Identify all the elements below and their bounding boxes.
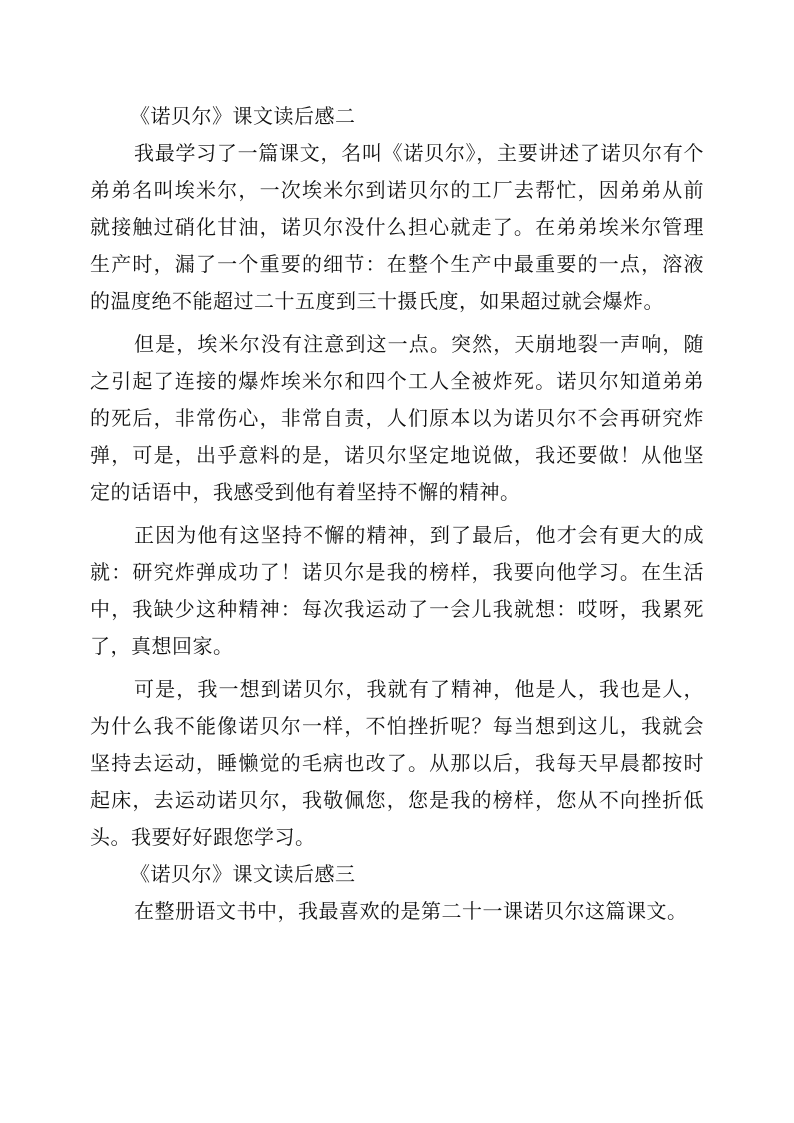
section-title: 《诺贝尔》课文读后感二 [130,104,356,128]
section-title: 《诺贝尔》课文读后感三 [130,862,356,886]
document-body [90,98,704,930]
paragraph: 正因为他有这坚持不懈的精神，到了最后，他才会有更大的成就：研究炸弹成功了！诺贝尔是我的榜样，我要向他学习。在生活中，我缺少这种精神：每次我运动了一会儿我就想：哎呀，我累死了，真想回家。 [90,523,704,658]
paragraph: 但是，埃米尔没有注意到这一点。突然，天崩地裂一声响，随之引起了连接的爆炸埃米尔和四个工人全被炸死。诺贝尔知道弟弟的死后，非常伤心，非常自责，人们原本以为诺贝尔不会再研究炸弹，可是，出乎意料的是，诺贝尔坚定地说做，我还要做！从他坚定的话语中，我感受到他有着坚持不懈的精神。 [90,332,704,504]
paragraph: 可是，我一想到诺贝尔，我就有了精神，他是人，我也是人，为什么我不能像诺贝尔一样，不怕挫折呢？每当想到这儿，我就会坚持去运动，睡懒觉的毛病也改了。从那以后，我每天早晨都按时起床，去运动诺贝尔，我敬佩您，您是我的榜样，您从不向挫折低头。我要好好跟您学习。 [90,677,704,849]
paragraph: 我最学习了一篇课文，名叫《诺贝尔》，主要讲述了诺贝尔有个弟弟名叫埃米尔，一次埃米尔到诺贝尔的工厂去帮忙，因弟弟从前就接触过硝化甘油，诺贝尔没什么担心就走了。在弟弟埃米尔管理生产时，漏了一个重要的细节：在整个生产中最重要的一点，溶液的温度绝不能超过二十五度到三十摄氏度，如果超过就会爆炸。 [90,141,704,313]
paragraph: 在整册语文书中，我最喜欢的是第二十一课诺贝尔这篇课文。 [134,899,688,923]
